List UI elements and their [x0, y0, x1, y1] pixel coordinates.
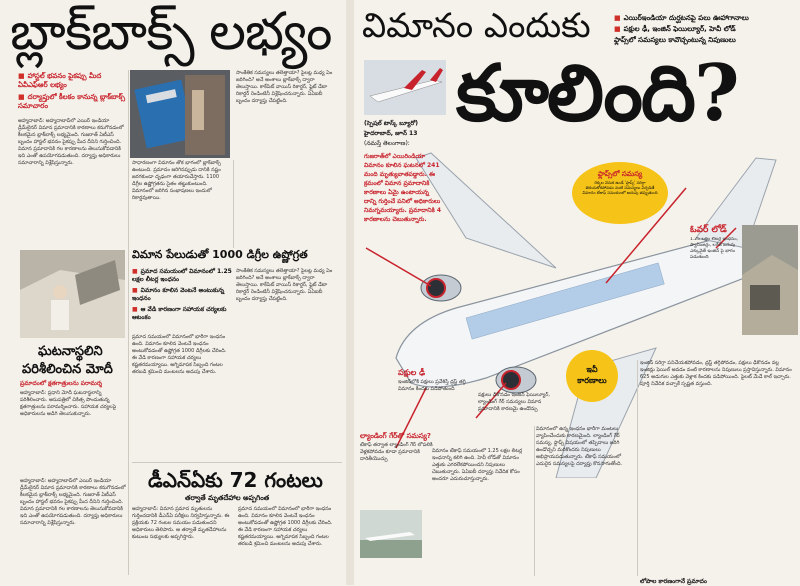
airport-image-icon: [360, 510, 422, 558]
airport-photo: [360, 510, 422, 558]
bottom-teaser: లోపాల కారణంగానే ప్రమాదం: [640, 578, 707, 585]
left-body-col3: సాంకేతిక సమస్యలు తలెత్తాయా? పైలట్ల మధ్య ఏం జరిగింది? అనే అంశాలు బ్లాక్‌బాక్స్ ద్వారా తెలుస్తాయి. కాక్‌పిట్ వాయిస్ రికార్డర్, ఫ్లైట్ డేటా రికార్డర్ రెండింటినీ విశ్లేషించనున్నారు. ఏఏఐబీ బృందం దర్యాప్తు చేపట్టింది.: [236, 70, 333, 104]
takeoff-plane-icon: [364, 60, 446, 115]
takeoff-photo: [364, 60, 446, 115]
flaps-title: ఫ్లాప్స్‌లో సమస్య: [597, 170, 643, 178]
right-rule-2: [637, 360, 638, 576]
right-top-bullet-1: ■ ఎయిర్ఇండియా దుర్ఘటనపై పలు ఊహాగానాలు: [614, 14, 749, 22]
modi-caption-2: పరిశీలించిన మోదీ: [22, 362, 113, 377]
left-rule-3: [132, 462, 342, 463]
landing-gear-title: ల్యాండింగ్ గేర్‌తో సమస్య?: [360, 432, 431, 440]
section-bullet-1: ■ ప్రమాద సమయంలో విమానంలో 1.25 లక్షల లీటర్ల ఇంధనం: [132, 268, 232, 283]
dna-body-2: ప్రమాద సమయంలో విమానంలో భారీగా ఇంధనం ఉంది. విమానం కూలిన వెంటనే ఇంధనం అంటుకోవడంతో ఉష్ణోగ్రత 1000 డిగ్రీలకు చేరింది. ఈ వేడి కారణంగా సహాయక చర్యలు కష్టతరమయ్యాయి. అగ్నిమాపక సిబ్బంది గంటల తరబడి శ్రమించి మంటలను అదుపు చేశారు.: [238, 506, 333, 547]
right-body-col1: విమానం టేకాఫ్ సమయంలో 1.25 లక్షల లీటర్ల ఇంధనాన్ని కలిగి ఉంది. హెవీ లోడ్‌తో విమానం ఎత్తుకు ఎగరలేకపోయిందని నిపుణులు చెబుతున్నారు. ఏఏఐబీ దర్యాప్తు నివేదిక కోసం అందరూ ఎదురుచూస్తున్నారు.: [432, 448, 523, 482]
crash-site-image-icon: [742, 225, 798, 335]
bureau-label: (స్పెషల్ టాస్క్ బ్యూరో): [364, 120, 419, 127]
left-bottom-body: అహ్మదాబాద్: అహ్మదాబాద్‌లో ఎయిర్ ఇండియా డ్రీమ్‌లైనర్ విమాన ప్రమాదానికి కారణాలు కనుగొనడంలో కీలకమైన బ్లాక్‌బాక్స్ లభ్యమైంది. గుజరాత్ ఏటీఎస్ బృందం హాస్టల్ భవనం పైకప్పు మీద దీనిని గుర్తించింది. విమాన ప్రమాదానికి గల కారణాలను తెలుసుకోవడానికి ఇది ఎంతో ఉపయోగపడుతుంది. దర్యాప్తు అధికారులు సమాచారాన్ని విశ్లేషిస్తున్నారు.: [20, 478, 126, 526]
modi-subtitle: ప్రమాదంలో క్షతగాత్రులను పరామర్శ: [20, 380, 102, 387]
left-section-title: విమాన పేలుడుతో 1000 డిగ్రీల ఉష్ణోగ్రత: [132, 248, 308, 261]
left-body-col1: అహ్మదాబాద్: అహ్మదాబాద్‌లో ఎయిర్ ఇండియా డ్రీమ్‌లైనర్ విమాన ప్రమాదానికి కారణాలు కనుగొనడంలో కీలకమైన బ్లాక్‌బాక్స్ లభ్యమైంది. గుజరాత్ ఏటీఎస్ బృందం హాస్టల్ భవనం పైకప్పు మీద దీనిని గుర్తించింది. విమాన ప్రమాదానికి గల కారణాలను తెలుసుకోవడానికి ఇది ఎంతో ఉపయోగపడుతుంది. దర్యాప్తు అధికారులు సమాచారాన్ని విశ్లేషిస్తున్నారు.: [18, 118, 124, 166]
blackbox-image-icon: [130, 70, 230, 158]
right-top-bullets: [614, 14, 800, 45]
right-headline-1: విమానం ఎందుకు: [362, 6, 591, 46]
birds-text: ఇంజిన్‌లోకి పక్షులు ప్రవేశిస్తే థ్రస్ట్ తగ్గి విమానం కిందకు పడిపోతుంది: [398, 379, 466, 392]
reasons-badge: [566, 350, 618, 402]
modi-photo: [20, 250, 125, 338]
dna-title: డీఎన్‌ఏకు 72 గంటలు: [148, 468, 323, 492]
reasons-badge-label: ఇవీ కారణాలు: [577, 365, 607, 385]
birds-box: [398, 368, 468, 411]
dateline-sub: (నమస్తే తెలంగాణ):: [364, 140, 410, 147]
landing-gear-text: టేకాఫ్ తర్వాత ల్యాండింగ్ గేర్ లోపలికి వెళ్లకపోవడం కూడా ప్రమాదానికి దారితీయొచ్చు: [360, 442, 433, 462]
dna-subtitle: తర్వాతే మృతదేహాల అప్పగింత: [185, 494, 270, 502]
overload-text: 1.25 లక్షల లీటర్ల ఇంధనం, ప్యాసింజర్లు, లగేజీ బరువు ఎక్కువైతే ఇంజిన్ పై భారం పడుతుంది: [690, 237, 738, 260]
left-section-bullets: [132, 268, 232, 322]
left-bullet-1: ■ హాస్టల్ భవనం పైకప్పు మీద ఏవీఎఫ్ఆర్ లభ్యం: [18, 72, 102, 89]
blackbox-photo: [130, 70, 230, 158]
left-section-text-a: ప్రమాద సమయంలో విమానంలో భారీగా ఇంధనం ఉంది. విమానం కూలిన వెంటనే ఇంధనం అంటుకోవడంతో ఉష్ణోగ్రత 1000 డిగ్రీలకు చేరింది. ఈ వేడి కారణంగా సహాయక చర్యలు కష్టతరమయ్యాయి. అగ్నిమాపక సిబ్బంది గంటల తరబడి శ్రమించి మంటలను అదుపు చేశారు.: [132, 334, 227, 375]
dateline: హైదరాబాద్, జూన్ 13: [364, 130, 418, 137]
big-question-headline: కూలింది?: [456, 48, 738, 139]
left-section-text-b: సాంకేతిక సమస్యలు తలెత్తాయా? పైలట్ల మధ్య ఏం జరిగింది? అనే అంశాలు బ్లాక్‌బాక్స్ ద్వారా తెలుస్తాయి. కాక్‌పిట్ వాయిస్ రికార్డర్, ఫ్లైట్ డేటా రికార్డర్ రెండింటినీ విశ్లేషించనున్నారు. ఏఏఐబీ బృందం దర్యాప్తు చేపట్టింది.: [236, 268, 333, 302]
page-gutter: [346, 0, 354, 585]
left-body-col2: సాధారణంగా విమానం తోక భాగంలో బ్లాక్‌బాక్స్ ఉంటుంది. ప్రమాదం జరిగినప్పుడు దానికి నష్టం జరగకుండా దృఢంగా తయారుచేస్తారు. 1100 డిగ్రీల ఉష్ణోగ్రతను సైతం తట్టుకుంటుంది. విమానంలో జరిగిన సంభాషణలు ఇందులో రికార్డవుతాయి.: [132, 160, 221, 201]
section-bullet-2: ■ విమానం కూలిన వెంటనే అంటుకున్న ఇంధనం: [132, 287, 225, 302]
flaps-callout: [572, 162, 668, 224]
crash-site-photo: [742, 225, 798, 335]
right-top-bullet-3: ఫ్లాప్స్‌లో సమస్యలు కావొచ్చంటున్న నిపుణులు: [614, 36, 736, 44]
dna-body-1: అహ్మదాబాద్: విమాన ప్రమాద మృతులను గుర్తించడానికి డీఎన్‌ఏ పరీక్షలు నిర్వహిస్తున్నారు. ఈ ప్రక్రియకు 72 గంటల సమయం పడుతుందని అధికారులు తెలిపారు. ఆ తర్వాతే మృతదేహాలను కుటుంబ సభ్యులకు అప్పగిస్తారు.: [132, 506, 230, 540]
right-body-col2: విమానంలో ఉన్న ఇంధనం భారీగా మంటలు వ్యాపించేందుకు కారణమైంది. ల్యాండింగ్ గేర్ సమస్య, ఫ్లాప్స్ విషయంలో తప్పిదాలు జరిగి ఉండొచ్చని మరికొందరు నిపుణులు అభిప్రాయపడుతున్నారు. టేకాఫ్ సమయంలో ఎదురైన సమస్యలపై దర్యాప్తు కొనసాగుతోంది.: [536, 426, 623, 467]
birds-title: పక్షుల ఢీ: [398, 368, 426, 377]
overload-title: ఓవర్ లోడ్: [690, 225, 727, 235]
left-rule-1: [128, 70, 129, 575]
overload-box: [690, 225, 742, 330]
right-top-bullet-2: ■ పక్షుల ఢీ, ఇంజిన్ ఫెయిల్యూర్, హెవీ లోడ్: [614, 25, 736, 33]
left-bullet-2: ■ దర్యాప్తులో కీలకం కానున్న బ్లాక్‌బాక్స్ సమాచారం: [18, 93, 126, 110]
intro-red-text: గుజరాత్‌లో ఎయిరిండియా విమానం కూలిన ఘటనలో 241 మంది మృత్యువాతపడ్డారు. ఈ క్రమంలో విమాన ప్రమాదానికి కారణాలు ఏమై ఉంటాయన్న దాన్ని గుర్తించే పనిలో అధికారులు నిమగ్నమయ్యారు. ప్రమాదానికి 4 కారణాలను చెబుతున్నారు.: [364, 153, 442, 223]
left-bullet-list: [18, 72, 128, 111]
right-body-col3: ఇంజిన్ సరిగ్గా పనిచేయకపోవడం, థ్రస్ట్ తగ్గిపోవడం, పక్షులు ఢీకొనడం వల్ల ఇంజిన్లు ఫెయిల్ అవడం వంటి కారణాలను నిపుణులు ప్రస్తావిస్తున్నారు. విమానం 625 అడుగుల ఎత్తుకు వెళ్లాక కిందకు పడిపోయింది. పైలట్ మేడే కాల్ ఇచ్చారు. పూర్తి నివేదిక వచ్చాకే స్పష్టత వస్తుంది.: [640, 360, 792, 387]
flaps-text: రెక్కల వెనుక ఉండే 'ఫ్లాప్స్' సరిగ్గా తెరుచుకోకపోవడం వంటి సమస్యలు ఏర్పడితే విమానం టేకాఫ్ సమయంలో అదుపు తప్పుతుంది: [582, 180, 658, 195]
left-rule-2: [233, 160, 234, 248]
modi-image-icon: [20, 250, 125, 338]
section-bullet-3: ■ ఆ వేడి కారణంగా సహాయక చర్యలకు ఆటంకం: [132, 306, 227, 321]
modi-body: అహ్మదాబాద్: ప్రధాని మోదీ ఘటనాస్థలాన్ని పరిశీలించారు. ఆసుపత్రిలో చికిత్స పొందుతున్న క్షతగాత్రులను పరామర్శించారు. సహాయక చర్యలపై అధికారులను అడిగి తెలుసుకున్నారు.: [20, 390, 117, 417]
landing-gear-box: [360, 432, 440, 472]
center-reasons-text: పక్షులు ఢీకొనడం ఇంజిన్ ఫెయిల్యూర్, ల్యాండింగ్ గేర్ సమస్యలు విమాన ప్రమాదానికి కారణమై ఉండొచ్చు: [478, 392, 550, 412]
modi-caption-1: ఘటనాస్థలిని: [38, 344, 103, 359]
left-headline: బ్లాక్‌బాక్స్ లభ్యం: [10, 2, 332, 62]
right-rule-1: [534, 426, 535, 576]
